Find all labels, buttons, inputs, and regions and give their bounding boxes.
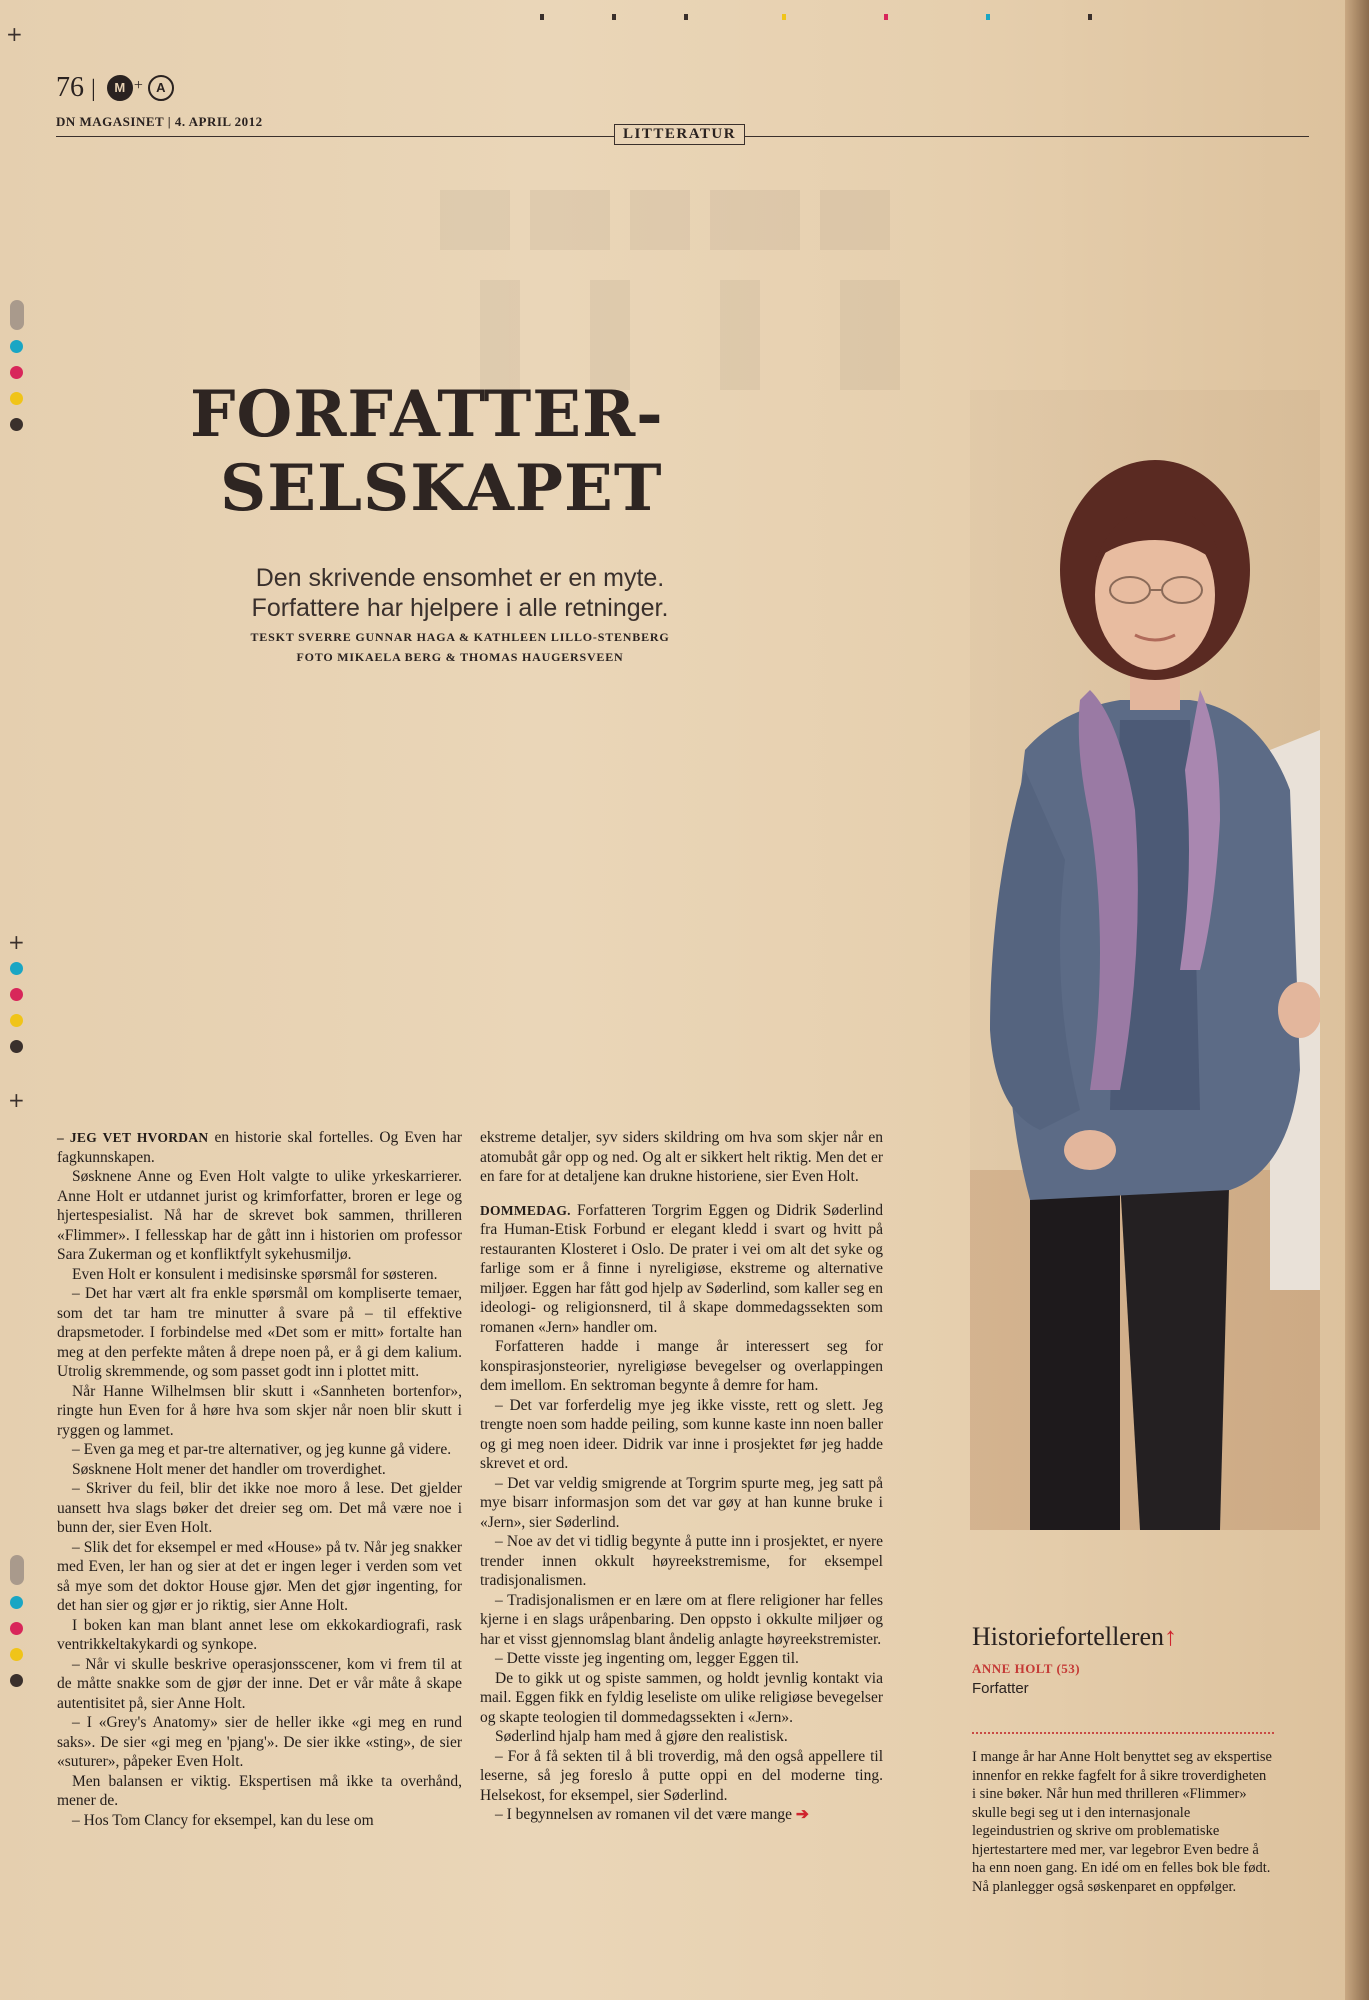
paragraph: Søderlind hjalp ham med å gjøre den realistisk. <box>495 1728 788 1745</box>
print-tick-icon <box>884 14 888 20</box>
registration-plus-icon: + <box>6 22 23 46</box>
paragraph: – Dette visste jeg ingenting om, legger Eggen til. <box>495 1650 799 1667</box>
paragraph: Søsknene Anne og Even Holt valgte to ulike yrkeskarrierer. Anne Holt er utdannet jurist og krimforfatter, broren er lege og hjertespesialist. Nå har de skrevet bok sammen, thrilleren «Flimmer». I fellesskap har de gått inn i historien om professor Sara Zukerman og et konfliktfylt sykehusmiljø. <box>57 1168 462 1263</box>
subhead-lead-in: DOMMEDAG. <box>480 1202 571 1218</box>
paragraph: – Når vi skulle beskrive operasjonsscener, kom vi frem til at de måtte snakke som de gjør der inne. Det er vår måte å skape autentisitet på, sier Anne Holt. <box>57 1655 462 1712</box>
sidebar-name: ANNE HOLT (53) <box>972 1661 1081 1676</box>
yellow-dot-icon <box>10 392 23 405</box>
paragraph: Even Holt er konsulent i medisinske spørsmål for søsteren. <box>72 1265 438 1283</box>
paragraph: – I «Grey's Anatomy» sier de heller ikke «gi meg en rund saks». De sier «gi meg en 'pjang'». De sier ikke «sting», de sier «suturer», påpeker Even Holt. <box>57 1714 462 1770</box>
paragraph: – Det var forferdelig mye jeg ikke visste, rett og slett. Jeg trengte noen som hadde peiling, som kunne kaste inn noen baller og gi meg noen ideer. Didrik var inne i prosjektet før jeg hadde skrevet et ord. <box>480 1396 883 1472</box>
continue-arrow-icon: ➔ <box>795 1806 809 1823</box>
paragraph: – For å få sekten til å bli troverdig, må den også appellere til leserne, så jeg foreslo å putte oppi en del moderne ting. Helsekost, for eksempel, sier Søderlind. <box>480 1747 883 1804</box>
paragraph: Forfatteren hadde i mange år interessert seg for konspirasjonsteorier, nyreligiøse bevegelser og overlappingen dem imellom. En sektroman begynte å demre for ham. <box>480 1338 883 1394</box>
paragraph: – Even ga meg et par-tre alternativer, og jeg kunne gå videre. <box>72 1441 452 1458</box>
black-dot-icon <box>10 1040 23 1053</box>
article-column-2 <box>480 1128 883 1825</box>
page-number: 76 <box>56 72 84 103</box>
paragraph: I boken kan man blant annet lese om ekkokardiografi, rask ventrikkeltakykardi og synkope. <box>57 1616 462 1653</box>
paragraph: – Det var veldig smigrende at Torgrim spurte meg, jeg satt på mye bisarr informasjon som det var gøy at han kunne bruke i «Jern», sier Søderlind. <box>480 1474 883 1531</box>
byline-photo: FOTO MIKAELA BERG & THOMAS HAUGERSVEEN <box>296 650 624 664</box>
paragraph: – Tradisjonalismen er en lære om at flere religioner har felles kjerne i en slags uråpenbaring. Den oppsto i okkulte miljøer og har et visst gjennomslag blant åndelig anlagte høyreekstremister. <box>480 1591 883 1648</box>
headline <box>190 378 770 526</box>
deck <box>200 563 720 623</box>
print-tick-icon <box>684 14 688 20</box>
sidebar-dotted-rule <box>972 1732 1274 1734</box>
section-label: LITTERATUR <box>614 124 745 145</box>
magenta-dot-icon <box>10 1622 23 1635</box>
yellow-dot-icon <box>10 1648 23 1661</box>
print-tick-icon <box>986 14 990 20</box>
article-column-1 <box>57 1128 462 1830</box>
up-arrow-icon: ↑ <box>1164 1622 1178 1651</box>
headline-line-1: FORFATTER- <box>190 377 664 452</box>
print-tick-icon <box>1088 14 1092 20</box>
registration-bar-icon <box>10 300 24 330</box>
registration-plus-icon: + <box>8 1088 25 1112</box>
deck-line-1: Den skrivende ensomhet er en myte. <box>255 564 665 592</box>
cyan-dot-icon <box>10 962 23 975</box>
sidebar-role: Forfatter <box>972 1680 1029 1697</box>
black-dot-icon <box>10 418 23 431</box>
lead-in: – JEG VET HVORDAN <box>57 1130 209 1145</box>
sidebar-text: I mange år har Anne Holt benyttet seg av ekspertise innenfor en rekke fagfelt for å sikre troverdigheten i sine bøker. Når hun med thrilleren «Flimmer» skulle begi seg ut i den internasjonale legeindustrien og skrive om problematiske hjertestartere med mer, var legebror Even bedre å ha enn noen gang. En idé om en felles bok ble født. Nå planlegger også søskenparet en oppfølger. <box>972 1749 1272 1895</box>
show-through-text <box>420 170 980 400</box>
cyan-dot-icon <box>10 340 23 353</box>
page-edge <box>1345 0 1369 2000</box>
paragraph: – Skriver du feil, blir det ikke noe moro å lese. Det gjelder uansett hva slags bøker det dreier seg om. Det må være noe i bunn der, sier Even Holt. <box>57 1480 462 1536</box>
paragraph: Når Hanne Wilhelmsen blir skutt i «Sannheten bortenfor», ringte hun Even for å høre hva som skjer når noen blir skutt i ryggen og lammet. <box>57 1382 462 1439</box>
cyan-dot-icon <box>10 1596 23 1609</box>
page-number-group <box>56 72 174 104</box>
magenta-dot-icon <box>10 366 23 379</box>
sidebar-title: Historiefortelleren↑ <box>972 1622 1178 1651</box>
magenta-dot-icon <box>10 988 23 1001</box>
author-photo <box>970 390 1320 1530</box>
divider: | <box>91 76 96 102</box>
masthead: DN MAGASINET | 4. APRIL 2012 <box>56 114 263 129</box>
paragraph: ekstreme detaljer, syv siders skildring om hva som skjer når en atomubåt går opp og ned. Og alt er sikkert helt riktig. Men det er en fare for at detaljene kan drukne historiene, sier Even Holt. <box>480 1129 883 1185</box>
black-dot-icon <box>10 1674 23 1687</box>
paragraph: Men balansen er viktig. Ekspertisen må ikke ta overhånd, mener de. <box>57 1772 462 1809</box>
deck-line-2: Forfattere har hjelpere i alle retninger. <box>251 594 669 622</box>
registration-bar-icon <box>10 1555 24 1585</box>
paragraph: – Slik det for eksempel er med «House» på tv. Når jeg snakker med Even, ler han og sier at det er ingen leger i verden som vet så mye som det doktor House gjør. Men det gjør ingenting, for det han sier og gjør er jo riktig, sier Anne Holt. <box>57 1538 462 1614</box>
yellow-dot-icon <box>10 1014 23 1027</box>
paragraph: DOMMEDAG. Forfatteren Torgrim Eggen og Didrik Søderlind fra Human-Etisk Forbund er elegant kledd i svart og hvitt på restauranten Klosteret i Oslo. De prater i vei om alt det syke og farlige som er å finne i nyreligiøse, ekstreme og alternative miljøer. Eggen har fått god hjelp av Søderlind, som kaller seg en ideologi- og religionsnerd, til å skape dommedagssekten som romanen «Jern» handler om. <box>480 1201 883 1336</box>
print-tick-icon <box>540 14 544 20</box>
byline-text: TESKT SVERRE GUNNAR HAGA & KATHLEEN LILLO-STENBERG <box>250 630 670 644</box>
paragraph: – I begynnelsen av romanen vil det være mange ➔ <box>495 1806 809 1823</box>
a-badge-icon: A <box>148 75 174 101</box>
paragraph: Søsknene Holt mener det handler om troverdighet. <box>72 1460 386 1478</box>
print-tick-icon <box>612 14 616 20</box>
registration-plus-icon: + <box>8 930 25 954</box>
paragraph: – Det har vært alt fra enkle spørsmål om kompliserte temaer, som det tar ham tre minutter å svare på – til effektive drapsmetoder. I forbindelse med «Det som er mitt» fortalte han meg at den perfekte måten å drepe noen på, er å gi dem kalium. Utrolig skremmende, og som passet godt inn i plottet mitt. <box>57 1285 462 1380</box>
paragraph: – Hos Tom Clancy for eksempel, kan du lese om <box>72 1811 374 1829</box>
plus-sign: + <box>133 77 143 94</box>
paragraph: – Noe av det vi tidlig begynte å putte inn i prosjektet, er nyere trender innen okkult høyreekstremisme, for eksempel tradisjonalismen. <box>480 1533 883 1589</box>
m-badge-icon: M <box>107 75 133 101</box>
print-tick-icon <box>782 14 786 20</box>
paragraph: – JEG VET HVORDAN en historie skal fortelles. Og Even har fagkunnskapen. <box>57 1129 462 1166</box>
paragraph: De to gikk ut og spiste sammen, og holdt jevnlig kontakt via mail. Eggen fikk en fyldig leseliste om ulike religiøse bevegelser og skapte teologien til dommedagssekten i «Jern». <box>480 1669 883 1726</box>
headline-line-2: SELSKAPET <box>220 451 663 526</box>
